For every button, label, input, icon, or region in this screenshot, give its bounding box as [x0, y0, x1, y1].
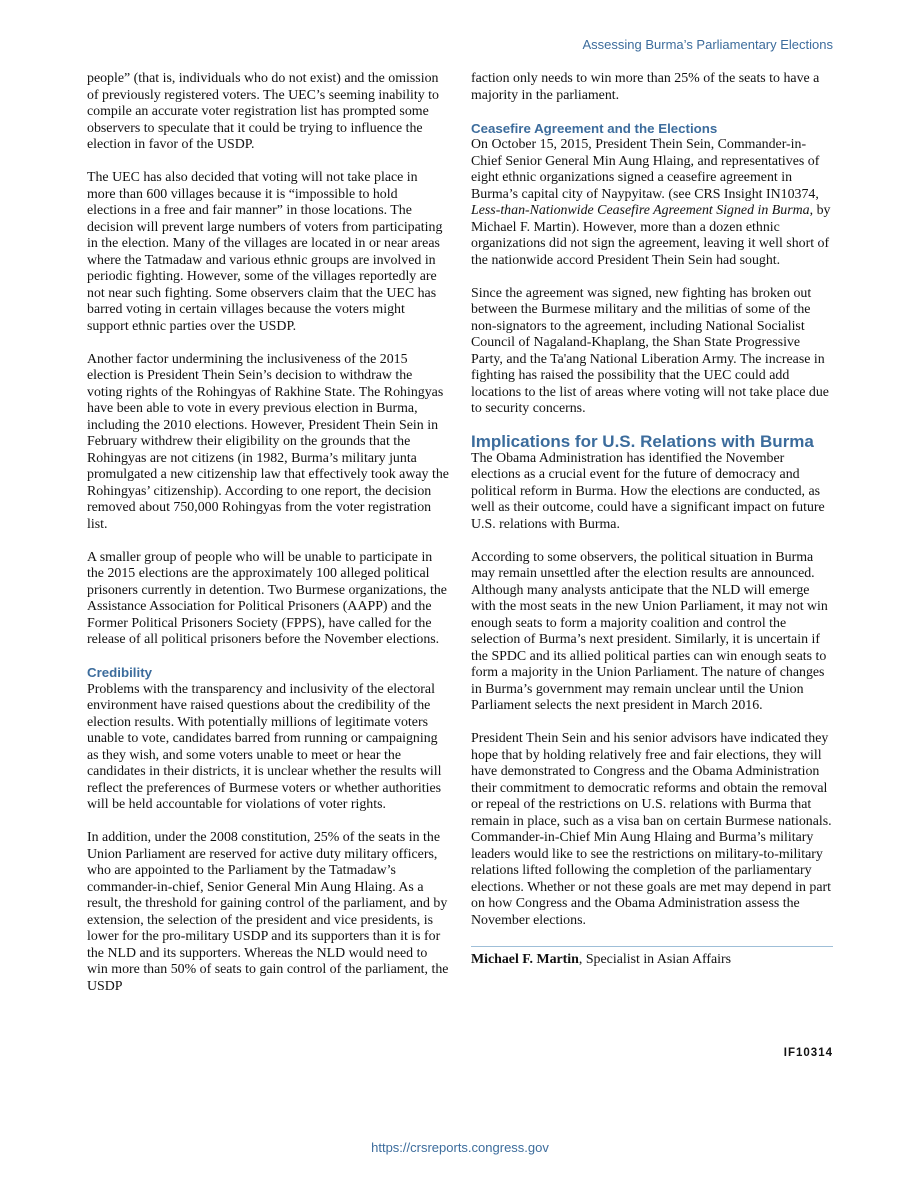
body-paragraph: people” (that is, individuals who do not exist) and the omission of previously registered voters. The UEC’s seeming inability to compile an accurate voter registration list has prompted some observers to speculate that it could be trying to influence the election in favor of the USDP.	[87, 71, 439, 152]
body-paragraph: A smaller group of people who will be unable to participate in the 2015 elections are the approximately 100 alleged political prisoners currently in detention. Two Burmese organizations, the Assistance Association for Political Prisoners (AAPP) and the Former Political Prisoners Society (FPPS), have called for the release of all political prisoners before the November elections.	[87, 549, 447, 647]
body-paragraph: In addition, under the 2008 constitution, 25% of the seats in the Union Parliament are reserved for active duty military officers, who are appointed to the Parliament by the Tatmadaw’s commander-in-chief, Senior General Min Aung Hlaing. As a result, the threshold for gaining control of the parliament, and by extension, the selection of the president and vice presidents, is lower for the pro-military USDP and its supporters than it is for the NLD and its supporters. Whereas the NLD would need to win more than 50% of seats to gain control of the parliament, the USDP	[87, 830, 449, 994]
left-column	[87, 71, 449, 995]
body-paragraph: The Obama Administration has identified the November elections as a crucial event for the future of democracy and political reform in Burma. How the elections are conducted, as well as their outcome, could have a significant impact on future U.S. relations with Burma.	[471, 450, 825, 532]
author-title: , Specialist in Asian Affairs	[578, 951, 732, 967]
implications-heading: Implications for U.S. Relations with Burma	[471, 432, 814, 451]
ceasefire-heading: Ceasefire Agreement and the Elections	[471, 120, 718, 136]
author-name: Michael F. Martin	[471, 951, 579, 967]
right-column	[471, 71, 833, 985]
body-text: On October 15, 2015, President Thein Sein, Commander-in-Chief Senior General Min Aung Hlaing, and representatives of eight ethnic organizations signed a ceasefire agreement in Burma’s capital city of Naypyitaw. (see CRS Insight IN10374,	[471, 137, 820, 202]
running-header-title: Assessing Burma’s Parliamentary Elections	[582, 37, 833, 52]
insight-title-link[interactable]: Less-than-Nationwide Ceasefire Agreement Signed in Burma	[471, 203, 810, 218]
footer-url-link[interactable]: https://crsreports.congress.gov	[371, 1140, 549, 1155]
author-divider	[471, 946, 833, 947]
body-paragraph: Since the agreement was signed, new fighting has broken out between the Burmese military and the militias of some of the non-signators to the agreement, including National Socialist Council of Nagaland-Khaplang, the Shan State Progressive Party, and the Ta'ang National Liberation Army. The increase in fighting has raised the possibility that the UEC could add locations to the list of areas where voting will not take place due to security concerns.	[471, 285, 829, 416]
body-paragraph	[471, 137, 833, 269]
body-paragraph: According to some observers, the political situation in Burma may remain unsettled after the election results are announced. Although many analysts anticipate that the NLD will emerge with the most seats in the new Union Parliament, it may not win enough seats to form a majority coalition and control the selection of Burma’s next president. Similarly, it is uncertain if the SPDC and its allied political parties can win enough seats to form a majority in the Union Parliament. The nature of changes in Burma’s government may remain unclear until the Union Parliament selects the next president in March 2016.	[471, 549, 828, 713]
body-paragraph: Problems with the transparency and inclusivity of the electoral environment have raised questions about the credibility of the election results. With potentially millions of legitimate voters unable to vote, candidates barred from running or campaigning as they wish, and some voters unable to meet or hear the candidates in their districts, it is unclear whether the results will reflect the preferences of Burmese voters or whether authorities will be held accountable for violations of voter rights.	[87, 681, 442, 812]
document-id: IF10314	[783, 1047, 833, 1059]
body-paragraph: The UEC has also decided that voting will not take place in more than 600 villages because it is “impossible to hold elections in a free and fair manner” in those locations. The decision will prevent large numbers of voters from participating in the election. Many of the villages are located in or near areas where the Tatmadaw and various ethnic groups are involved in periodic fighting. However, some of the villages reportedly are not near such fighting. Some observers claim that the UEC has barred voting in certain villages because the voters might support ethnic parties over the USDP.	[87, 170, 443, 334]
credibility-heading: Credibility	[87, 665, 153, 680]
author-line	[471, 952, 833, 969]
body-paragraph: Another factor undermining the inclusiveness of the 2015 election is President Thein Sein’s decision to withdraw the voting rights of the Rohingyas of Rakhine State. The Rohingyas have been able to vote in every previous election in Burma, including the 2010 elections. However, President Thein Sein in February withdrew their eligibility on the grounds that the Rohingyas are not citizens (in 1982, Burma’s military junta promulgated a new citizenship law that effectively took away the Rohingyas’ citizenship). According to one report, the decision removed about 750,000 Rohingyas from the voter registration list.	[87, 351, 449, 532]
body-paragraph: faction only needs to win more than 25% of the seats to have a majority in the parliament.	[471, 71, 820, 103]
body-paragraph: President Thein Sein and his senior advisors have indicated they hope that by holding relatively free and fair elections, they will have demonstrated to Congress and the Obama Administration their commitment to democratic reforms and obtain the removal or repeal of the restrictions on U.S. relations with Burma that remain in place, such as a visa ban on certain Burmese nationals. Commander-in-Chief Min Aung Hlaing and Burma’s military leaders would like to see the restrictions on military-to-military relations lifted following the completion of the parliamentary elections. Whether or not these goals are met may depend in part on how Congress and the Obama Administration assess the November elections.	[471, 731, 832, 928]
body-text: , by Michael F. Martin). However, more than a dozen ethnic organizations did not sign the agreement, leaving it well short of the nationwide accord President Thein Sein had sought.	[471, 203, 831, 268]
